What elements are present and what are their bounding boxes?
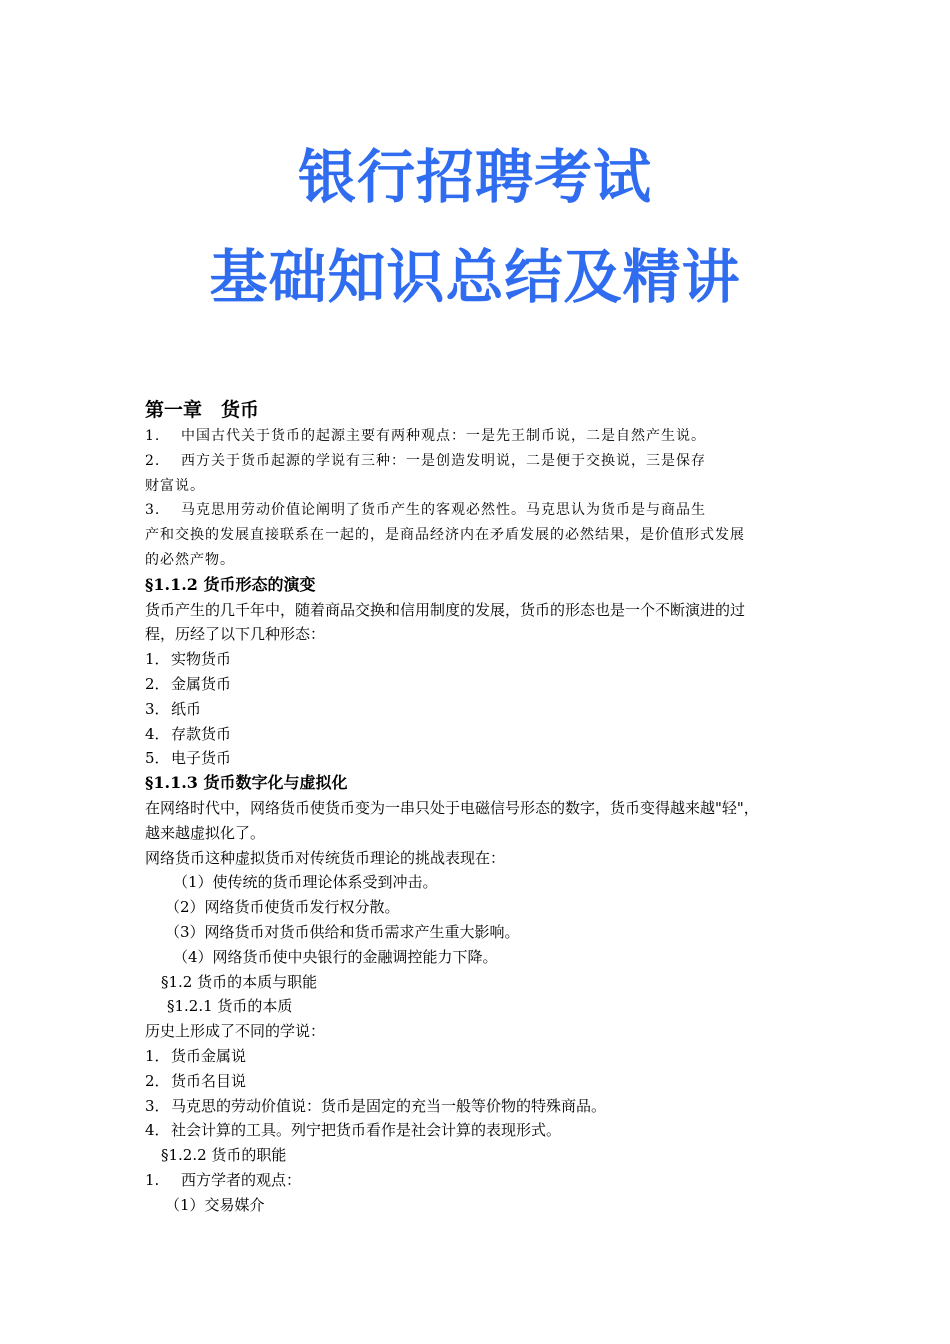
section-1-1-3-para-2: 越来越虚拟化了。 xyxy=(145,823,266,842)
section-1-1-3-para-1: 在网络时代中，网络货币使货币变为一串只处于电磁信号形态的数字，货币变得越来越"轻"， xyxy=(145,798,759,817)
document-title-line-1: 银行招聘考试 xyxy=(297,143,652,211)
section-1-1-3-para-3: 网络货币这种虚拟货币对传统货币理论的挑战表现在： xyxy=(145,848,506,867)
money-form-item: 2．金属货币 xyxy=(145,674,232,693)
intro-item-3-cont-1: 产和交换的发展直接联系在一起的，是商品经济内在矛盾发展的必然结果，是价值形式发展 xyxy=(145,527,745,544)
money-form-item: 3．纸币 xyxy=(145,699,202,718)
sub-heading-1-2-2: §1.2.2 货币的职能 xyxy=(161,1146,287,1165)
theory-item: 4．社会计算的工具。列宁把货币看作是社会计算的表现形式。 xyxy=(145,1121,562,1140)
intro-item-3: 3. 马克思用劳动价值论阐明了货币产生的客观必然性。马克思认为货币是与商品生 xyxy=(145,502,706,519)
intro-item-2: 2. 西方关于货币起源的学说有三种：一是创造发明说，二是便于交换说，三是保存 xyxy=(145,452,706,469)
money-form-item: 5．电子货币 xyxy=(145,749,232,768)
western-view-item: 1. 西方学者的观点： xyxy=(145,1170,302,1189)
theory-item: 2．货币名目说 xyxy=(145,1071,247,1090)
chapter-heading: 第一章 货币 xyxy=(145,399,260,421)
section-heading-1-2: §1.2 货币的本质与职能 xyxy=(161,972,318,991)
intro-item-3-cont-2: 的必然产物。 xyxy=(145,551,235,568)
challenge-item: （3）网络货币对货币供给和货币需求产生重大影响。 xyxy=(165,922,520,941)
intro-item-2-cont: 财富说。 xyxy=(145,477,205,494)
document-body xyxy=(145,396,825,1218)
section-1-1-2-para-2: 程，历经了以下几种形态： xyxy=(145,625,326,644)
function-item: （1）交易媒介 xyxy=(165,1195,265,1214)
money-form-item: 4．存款货币 xyxy=(145,724,232,743)
theory-item: 3．马克思的劳动价值说：货币是固定的充当一般等价物的特殊商品。 xyxy=(145,1096,607,1115)
section-heading-1-1-3: §1.1.3 货币数字化与虚拟化 xyxy=(145,773,348,793)
section-1-1-2-para-1: 货币产生的几千年中，随着商品交换和信用制度的发展，货币的形态也是一个不断演进的过 xyxy=(145,600,746,619)
sub-heading-1-2-1: §1.2.1 货币的本质 xyxy=(167,997,293,1016)
intro-item-1: 1. 中国古代关于货币的起源主要有两种观点：一是先王制币说，二是自然产生说。 xyxy=(145,428,706,444)
section-heading-1-1-2: §1.1.2 货币形态的演变 xyxy=(145,574,316,594)
challenge-item: （4）网络货币使中央银行的金融调控能力下降。 xyxy=(173,947,498,966)
document-title-line-2: 基础知识总结及精讲 xyxy=(209,243,741,311)
section-1-2-para: 历史上形成了不同的学说： xyxy=(145,1022,326,1041)
challenge-item: （2）网络货币使货币发行权分散。 xyxy=(165,898,400,917)
money-form-item: 1．实物货币 xyxy=(145,650,232,669)
theory-item: 1．货币金属说 xyxy=(145,1046,247,1065)
challenge-item: （1）使传统的货币理论体系受到冲击。 xyxy=(173,873,438,892)
